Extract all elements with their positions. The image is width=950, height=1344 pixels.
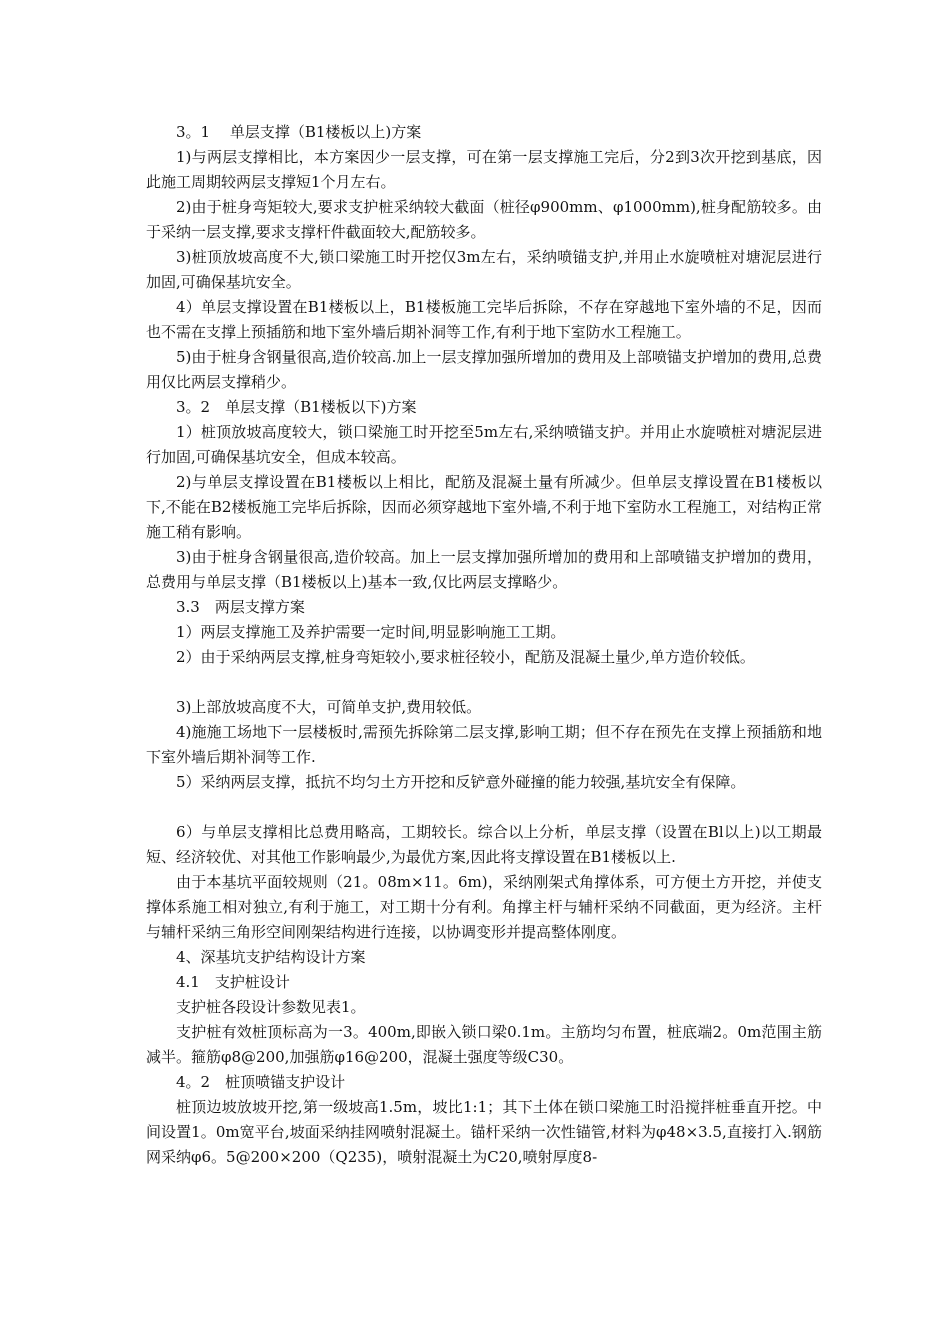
paragraph: 支护桩各段设计参数见表1。 — [176, 998, 366, 1016]
paragraph: 3)上部放坡高度不大，可简单支护,费用较低。 — [176, 698, 482, 716]
paragraph: 5）采纳两层支撑，抵抗不均匀土方开挖和反铲意外碰撞的能力较强,基坑安全有保障。 — [176, 773, 746, 791]
paragraph: 由于本基坑平面较规则（21。08m×11。6m)，采纳刚架式角撑体系，可方便土方开挖，并使支撑体系施工相对独立,有利于施工，对工期十分有利。角撑主杆与辅杆采纳不同截面，更为经济。主杆与辅杆采纳三角形空间刚架结构进行连接，以协调变形并提高整体刚度。 — [146, 873, 822, 941]
paragraph: 6）与单层支撑相比总费用略高，工期较长。综合以上分析，单层支撑（设置在Bl以上)以工期最短、经济较优、对其他工作影响最少,为最优方案,因此将支撑设置在B1楼板以上. — [146, 823, 822, 866]
heading-3-3: 3.3 两层支撑方案 — [176, 598, 305, 616]
paragraph: 1)与两层支撑相比，本方案因少一层支撑，可在第一层支撑施工完后，分2到3次开挖到基底，因此施工周期较两层支撑短1个月左右。 — [146, 148, 822, 191]
heading-4-2: 4。2 桩顶喷锚支护设计 — [176, 1073, 346, 1091]
paragraph: 3)由于桩身含钢量很高,造价较高。加上一层支撑加强所增加的费用和上部喷锚支护增加的费用，总费用与单层支撑（B1楼板以上)基本一致,仅比两层支撑略少。 — [146, 548, 822, 591]
heading-3-1: 3。1 单层支撑（B1楼板以上)方案 — [176, 123, 422, 141]
paragraph: 5)由于桩身含钢量很高,造价较高.加上一层支撑加强所增加的费用及上部喷锚支护增加的费用,总费用仅比两层支撑稍少。 — [146, 348, 822, 391]
paragraph: 1）两层支撑施工及养护需要一定时间,明显影响施工工期。 — [176, 623, 566, 641]
paragraph: 支护桩有效桩顶标高为一3。400m,即嵌入锁口梁0.1m。主筋均匀布置，桩底端2。0m范围主筋减半。箍筋φ8@200,加强筋φ16@200，混凝土强度等级C30。 — [146, 1023, 822, 1066]
paragraph: 1）桩顶放坡高度较大，锁口梁施工时开挖至5m左右,采纳喷锚支护。并用止水旋喷桩对塘泥层进行加固,可确保基坑安全，但成本较高。 — [146, 423, 822, 466]
heading-3-2: 3。2 单层支撑（B1楼板以下)方案 — [176, 398, 417, 416]
heading-4-1: 4.1 支护桩设计 — [176, 973, 290, 991]
paragraph: 2）由于采纳两层支撑,桩身弯矩较小,要求桩径较小，配筋及混凝土量少,单方造价较低。 — [176, 648, 755, 666]
paragraph: 3)桩顶放坡高度不大,锁口梁施工时开挖仅3m左右，采纳喷锚支护,并用止水旋喷桩对塘泥层进行加固,可确保基坑安全。 — [146, 248, 822, 291]
paragraph: 2)由于桩身弯矩较大,要求支护桩采纳较大截面（桩径φ900mm、φ1000mm),桩身配筋较多。由于采纳一层支撑,要求支撑杆件截面较大,配筋较多。 — [146, 198, 822, 241]
paragraph: 4）单层支撑设置在B1楼板以上，B1楼板施工完毕后拆除，不存在穿越地下室外墙的不足，因而也不需在支撑上预插筋和地下室外墙后期补洞等工作,有利于地下室防水工程施工。 — [146, 298, 822, 341]
paragraph: 4)施施工场地下一层楼板时,需预先拆除第二层支撑,影响工期；但不存在预先在支撑上预插筋和地下室外墙后期补洞等工作. — [146, 723, 822, 766]
paragraph: 桩顶边坡放坡开挖,第一级坡高1.5m，坡比1:1；其下土体在锁口梁施工时沿搅拌桩垂直开挖。中间设置1。0m宽平台,坡面采纳挂网喷射混凝土。锚杆采纳一次性锚管,材料为φ48×3.5,直接打入.钢筋网采纳φ6。5@200×200（Q235)，喷射混凝土为C20,喷射厚度8- — [146, 1098, 822, 1166]
heading-4: 4、深基坑支护结构设计方案 — [176, 948, 366, 966]
document-body — [146, 120, 822, 1170]
paragraph: 2)与单层支撑设置在B1楼板以上相比，配筋及混凝土量有所减少。但单层支撑设置在B1楼板以下,不能在B2楼板施工完毕后拆除，因而必须穿越地下室外墙,不利于地下室防水工程施工，对结构正常施工稍有影响。 — [146, 473, 822, 541]
